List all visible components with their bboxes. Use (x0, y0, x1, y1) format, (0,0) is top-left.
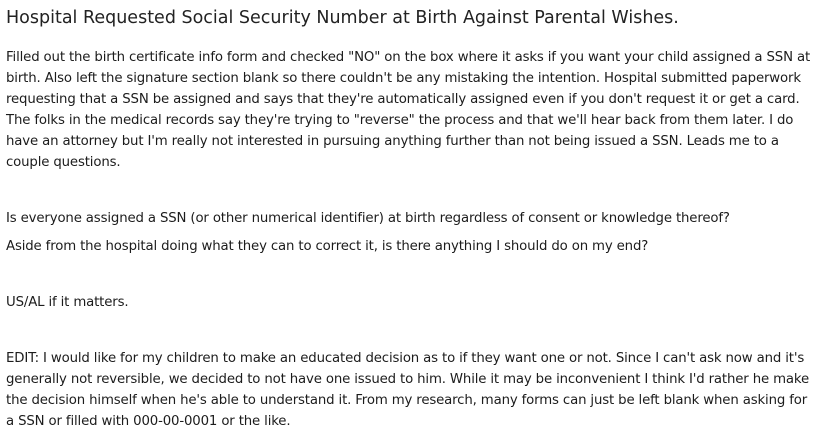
post-paragraph-location: US/AL if it matters. (6, 295, 129, 310)
post-paragraph-edit: EDIT: I would like for my children to make an educated decision as to if they want one or not. Since I can't ask now and it's generally not reversible, we decided to not have one issued to him. While it may be inconvenient I think I'd rather he make the decision himself when he's able to understand it. From my research, many forms can just be left blank when asking for a SSN or filled with 000-00-0001 or the like. (6, 351, 809, 429)
post-paragraph-question-1: Is everyone assigned a SSN (or other numerical identifier) at birth regardless of consent or knowledge thereof? (6, 211, 730, 226)
post-paragraph-question-2: Aside from the hospital doing what they can to correct it, is there anything I should do on my end? (6, 239, 649, 254)
post-paragraph-intro: Filled out the birth certificate info form and checked "NO" on the box where it asks if you want your child assigned a SSN at birth. Also left the signature section blank so there couldn't be any mistaking the intention. Hospital submitted paperwork requesting that a SSN be assigned and says that they're automatically assigned even if you don't request it or get a card. The folks in the medical records say they're trying to "reverse" the process and that we'll hear back from them later. I do have an attorney but I'm really not interested in pursuing anything further than not being issued a SSN. Leads me to a couple questions. (6, 50, 811, 170)
post-title: Hospital Requested Social Security Number at Birth Against Parental Wishes. (6, 8, 679, 28)
post-body (6, 47, 817, 432)
